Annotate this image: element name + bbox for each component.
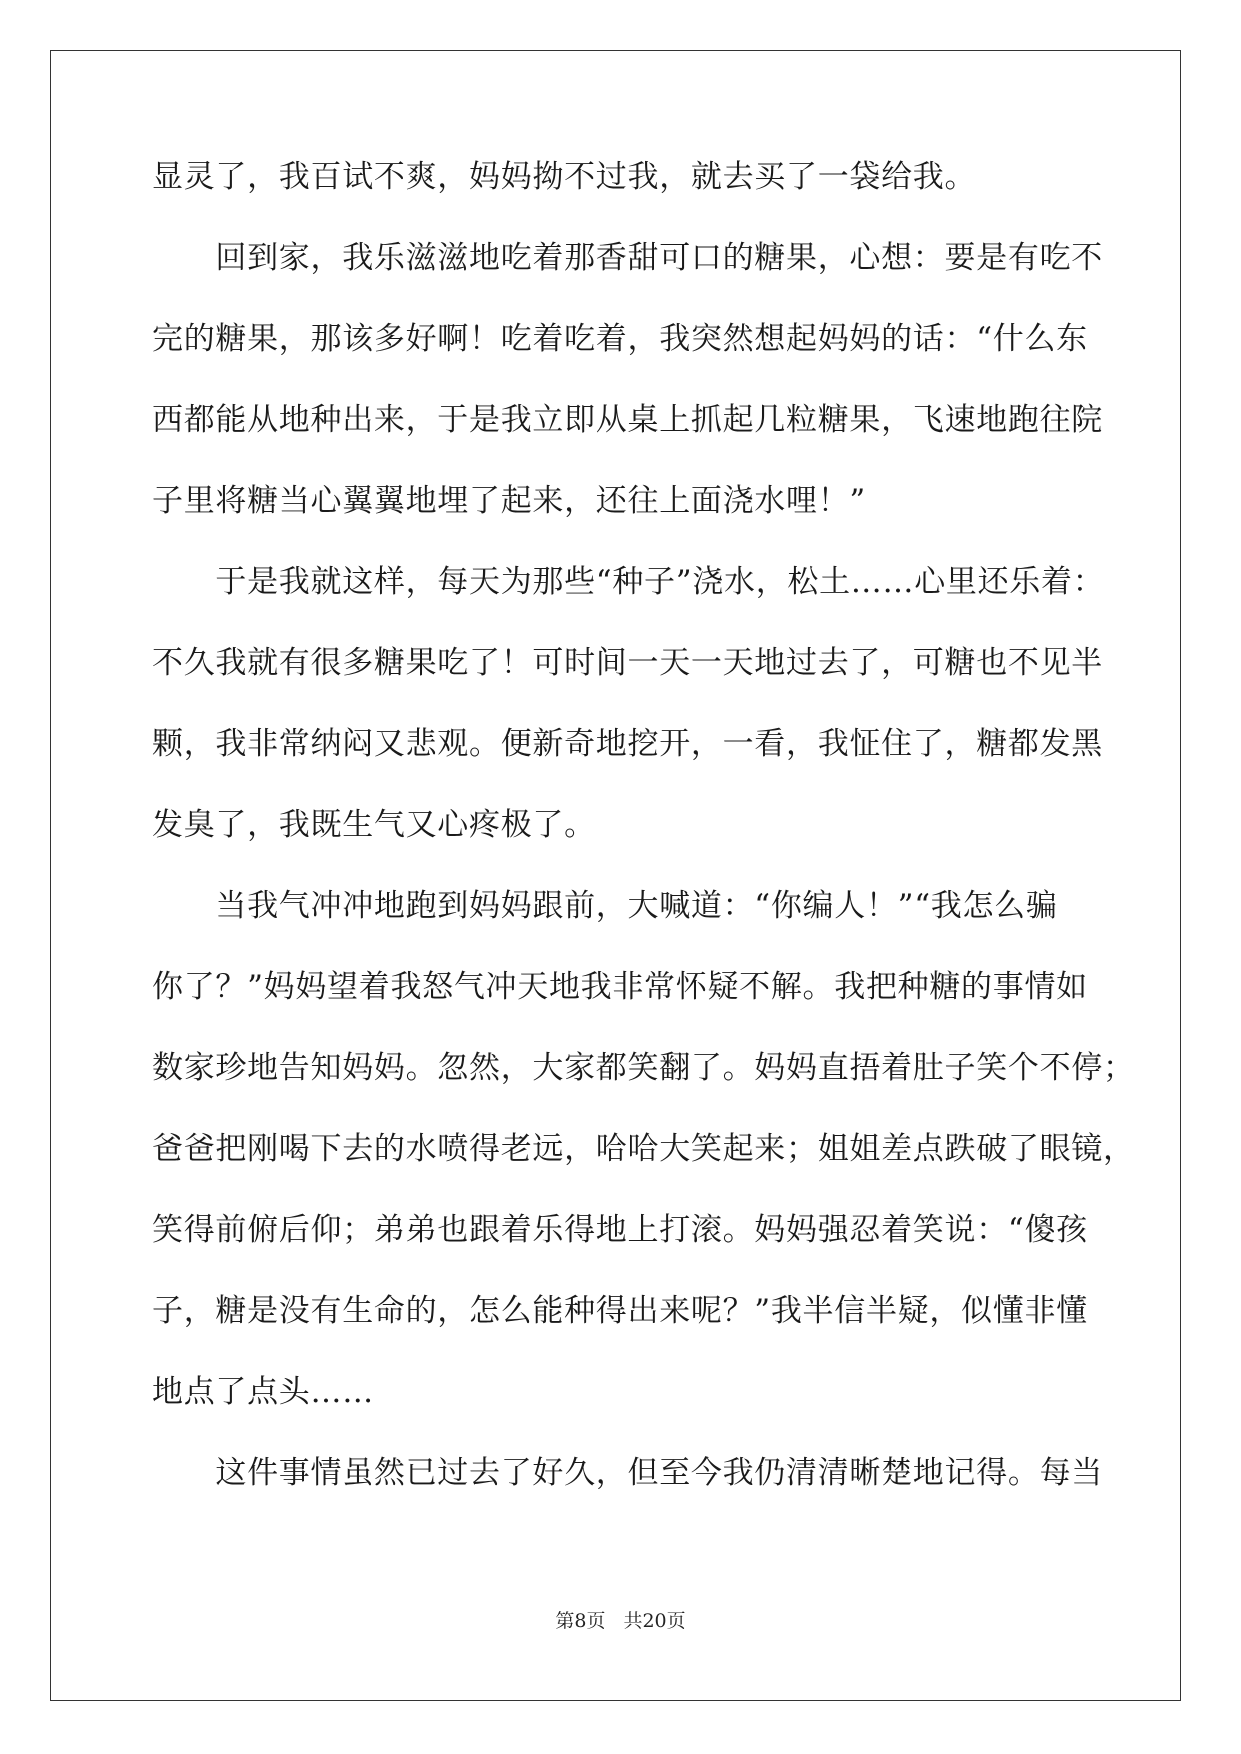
text-line-3: 完的糖果，那该多好啊！吃着吃着，我突然想起妈妈的话：“什么东 (152, 321, 1088, 357)
page-number: 第8页 (555, 1610, 606, 1632)
text-line-17: 这件事情虽然已过去了好久，但至今我仍清清晰楚地记得。每当 (152, 1455, 1103, 1491)
text-line-1: 显灵了，我百试不爽，妈妈拗不过我，就去买了一袋给我。 (152, 159, 977, 195)
page-footer (0, 1606, 1241, 1633)
text-line-10: 当我气冲冲地跑到妈妈跟前，大喊道：“你编人！”“我怎么骗 (152, 888, 1058, 924)
text-line-15: 子，糖是没有生命的，怎么能种得出来呢？”我半信半疑，似懂非懂 (152, 1293, 1088, 1329)
text-line-13: 爸爸把刚喝下去的水喷得老远，哈哈大笑起来；姐姐差点跌破了眼镜， (152, 1131, 1135, 1167)
document-body (152, 159, 1135, 1538)
text-line-6: 于是我就这样，每天为那些“种子”浇水，松土……心里还乐着： (152, 564, 1105, 600)
text-line-4: 西都能从地种出来，于是我立即从桌上抓起几粒糖果，飞速地跑往院 (152, 402, 1103, 438)
text-line-11: 你了？”妈妈望着我怒气冲天地我非常怀疑不解。我把种糖的事情如 (152, 969, 1088, 1005)
text-line-16: 地点了点头…… (152, 1374, 374, 1410)
text-line-7: 不久我就有很多糖果吃了！可时间一天一天地过去了，可糖也不见半 (152, 645, 1103, 681)
page-total: 共20页 (623, 1610, 686, 1632)
text-line-9: 发臭了，我既生气又心疼极了。 (152, 807, 596, 843)
text-line-2: 回到家，我乐滋滋地吃着那香甜可口的糖果，心想：要是有吃不 (152, 240, 1103, 276)
text-line-8: 颗，我非常纳闷又悲观。便新奇地挖开，一看，我怔住了，糖都发黑 (152, 726, 1103, 762)
text-line-14: 笑得前俯后仰；弟弟也跟着乐得地上打滚。妈妈强忍着笑说：“傻孩 (152, 1212, 1088, 1248)
text-line-5: 子里将糖当心翼翼地埋了起来，还往上面浇水哩！” (152, 483, 866, 519)
text-line-12: 数家珍地告知妈妈。忽然，大家都笑翻了。妈妈直捂着肚子笑个不停； (152, 1050, 1135, 1086)
